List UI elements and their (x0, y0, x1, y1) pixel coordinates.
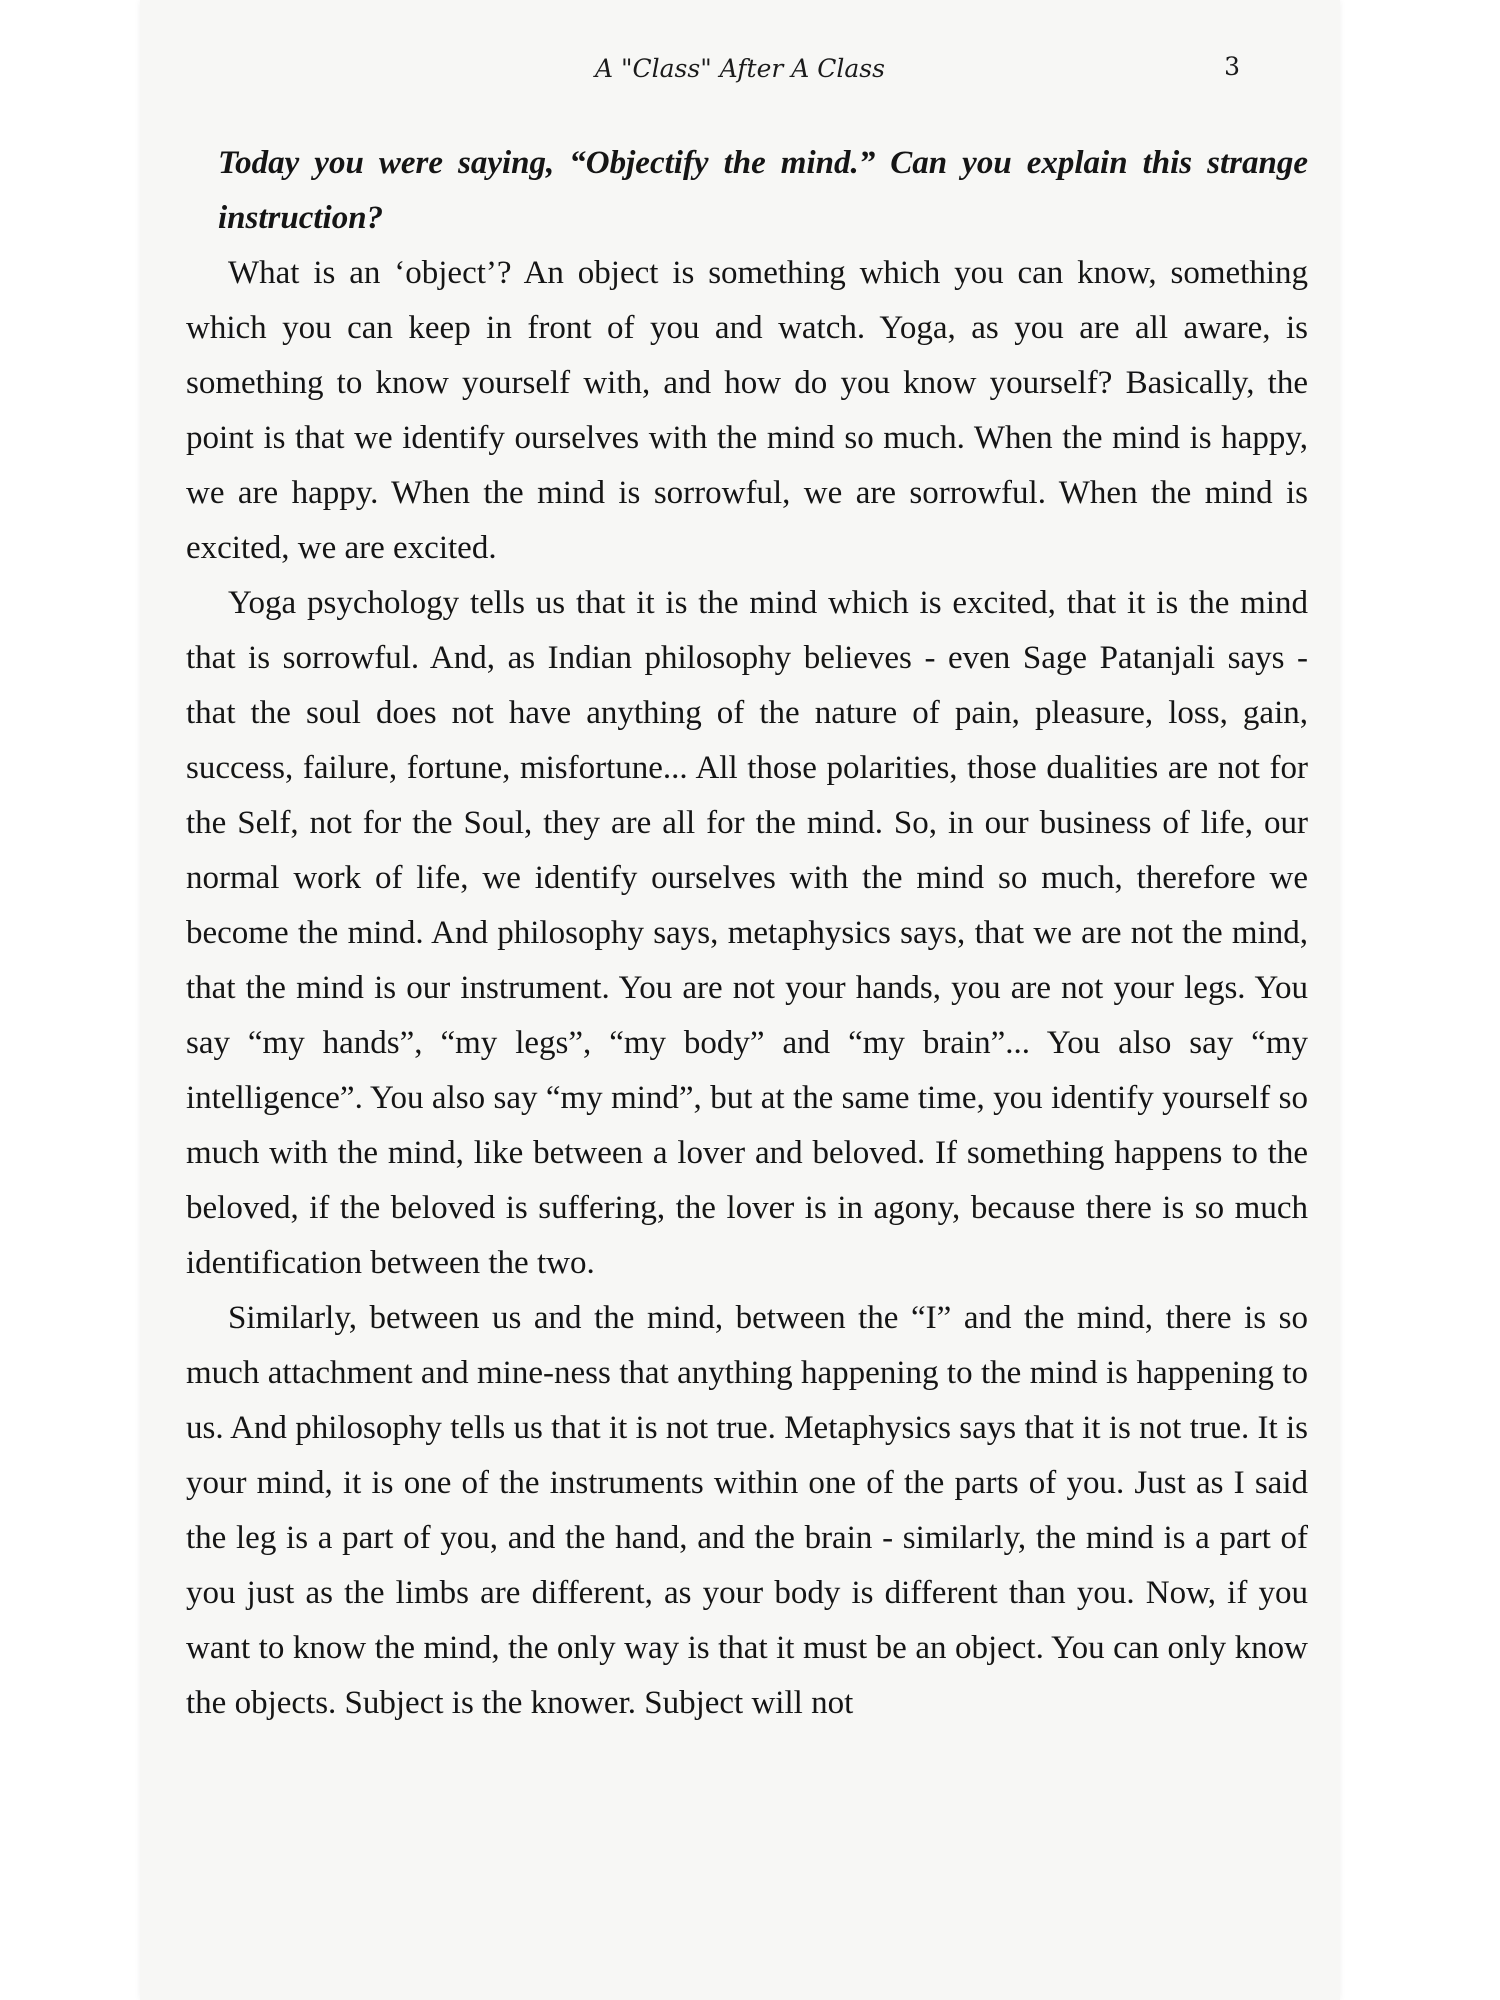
paragraph-2: Yoga psychology tells us that it is the mind which is excited, that it is the mind that is sorrowful. And, as Indian philosophy believes - even Sage Patanjali says - that the soul does not have anything of the nature of pain, pleasure, loss, gain, success, failure, fortune, misfortune... All those polarities, those dualities are not for the Self, not for the Soul, they are all for the mind. So, in our business of life, our normal work of life, we identify ourselves with the mind so much, therefore we become the mind. And philosophy says, metaphysics says, that we are not the mind, that the mind is our instrument. You are not your hands, you are not your legs. You say “my hands”, “my legs”, “my body” and “my brain”... You also say “my intelligence”. You also say “my mind”, but at the same time, you identify yourself so much with the mind, like between a lover and beloved. If something happens to the beloved, if the beloved is suffering, the lover is in agony, because there is so much identification between the two. (186, 585, 1308, 1281)
page-body (186, 136, 1308, 1731)
paragraph-1: What is an ‘object’? An object is something which you can know, something which you can keep in front of you and watch. Yoga, as you are all aware, is something to know yourself with, and how do you know yourself? Basically, the point is that we identify ourselves with the mind so much. When the mind is happy, we are happy. When the mind is sorrowful, we are sorrowful. When the mind is excited, we are excited. (186, 255, 1308, 566)
book-page (140, 0, 1340, 2000)
page-number: 3 (1224, 52, 1240, 81)
running-title: A "Class" After A Class (595, 54, 885, 83)
question-heading: Today you were saying, “Objectify the mind.” Can you explain this strange instruction? (218, 145, 1308, 236)
paragraph-3: Similarly, between us and the mind, between the “I” and the mind, there is so much attachment and mine-ness that anything happening to the mind is happening to us. And philosophy tells us that it is not true. Metaphysics says that it is not true. It is your mind, it is one of the instruments within one of the parts of you. Just as I said the leg is a part of you, and the hand, and the brain - similarly, the mind is a part of you just as the limbs are different, as your body is different than you. Now, if you want to know the mind, the only way is that it must be an object. You can only know the objects. Subject is the knower. Subject will not (186, 1300, 1308, 1721)
